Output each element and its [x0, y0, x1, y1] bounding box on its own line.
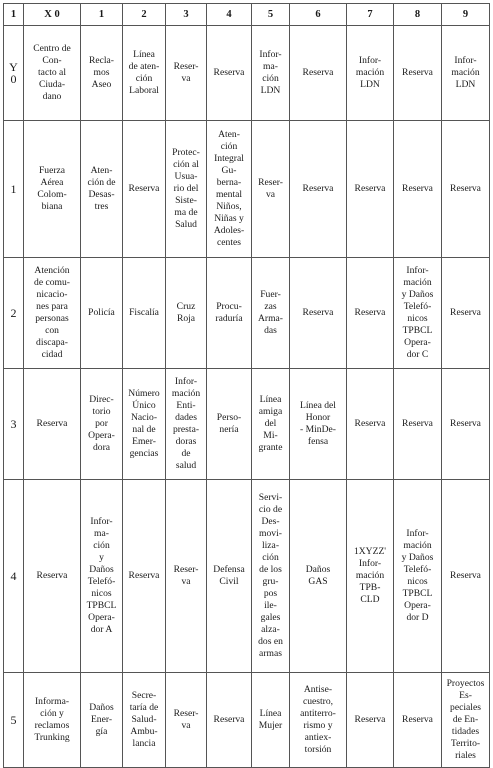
table-cell: Reserva: [442, 121, 490, 258]
header-cell: 3: [166, 4, 207, 26]
table-cell: Reserva: [394, 673, 442, 768]
table-cell: Aten- ción de Desas- tres: [81, 121, 123, 258]
table-cell: Policía: [81, 258, 123, 369]
table-cell: Reserva: [24, 369, 81, 480]
table-cell: Protec- ción al Usua- rio del Siste- ma de Salud: [166, 121, 207, 258]
table-cell: Línea amiga del Mi- grante: [252, 369, 290, 480]
row-label: 5: [4, 673, 24, 768]
table-cell: Reser- va: [166, 673, 207, 768]
table-cell: Reserva: [394, 26, 442, 121]
header-cell: 1: [81, 4, 123, 26]
table-cell: 1XYZZ' Infor- mación TPB- CLD: [347, 480, 394, 673]
header-cell: 7: [347, 4, 394, 26]
table-cell: Reserva: [347, 258, 394, 369]
table-cell: Reserva: [347, 369, 394, 480]
table-cell: Infor- ma- ción y Daños Telefó- nicos TPBCL Opera- dor A: [81, 480, 123, 673]
header-cell: 1: [4, 4, 24, 26]
table-cell: Centro de Con- tacto al Ciuda- dano: [24, 26, 81, 121]
table-cell: Antise- cuestro, antiterro- rismo y antiex- torsión: [290, 673, 347, 768]
header-cell: X 0: [24, 4, 81, 26]
table-cell: Fuer- zas Arma- das: [252, 258, 290, 369]
table-cell: Daños Ener- gía: [81, 673, 123, 768]
table-row: [4, 121, 490, 258]
table-cell: Informa- ción y reclamos Trunking: [24, 673, 81, 768]
table-cell: Línea de aten- ción Laboral: [123, 26, 166, 121]
table-cell: Atención de comu- nicacio- nes para personas con discapa- cidad: [24, 258, 81, 369]
table-cell: Procu- raduría: [207, 258, 252, 369]
table-cell: Secre- taría de Salud- Ambu- lancia: [123, 673, 166, 768]
table-cell: Fuerza Aérea Colom- biana: [24, 121, 81, 258]
table-cell: Reserva: [394, 121, 442, 258]
table-row: [4, 369, 490, 480]
table-cell: Reserva: [123, 121, 166, 258]
table-cell: Infor- mación Enti- dades presta- doras de salud: [166, 369, 207, 480]
table-cell: Número Único Nacio- nal de Emer- gencias: [123, 369, 166, 480]
header-cell: 5: [252, 4, 290, 26]
table-cell: Servi- cio de Des- movi- liza- ción de los gru- pos ile- gales alza- dos en armas: [252, 480, 290, 673]
table-cell: Reserva: [442, 480, 490, 673]
header-cell: 4: [207, 4, 252, 26]
row-label: 2: [4, 258, 24, 369]
table-cell: Reser- va: [166, 26, 207, 121]
table-cell: Reserva: [394, 369, 442, 480]
table-cell: Reserva: [442, 258, 490, 369]
table-cell: Reserva: [290, 121, 347, 258]
table-cell: Infor- mación y Daños Telefó- nicos TPBCL Opera- dor D: [394, 480, 442, 673]
header-cell: 9: [442, 4, 490, 26]
numbering-table-container: [3, 3, 490, 768]
header-cell: 8: [394, 4, 442, 26]
table-cell: Infor- mación LDN: [442, 26, 490, 121]
table-cell: Infor- ma- ción LDN: [252, 26, 290, 121]
table-cell: Línea Mujer: [252, 673, 290, 768]
table-cell: Defensa Civil: [207, 480, 252, 673]
table-cell: Daños GAS: [290, 480, 347, 673]
table-cell: Reserva: [207, 26, 252, 121]
row-label: Y 0: [4, 26, 24, 121]
table-cell: Infor- mación LDN: [347, 26, 394, 121]
header-row: [4, 4, 490, 26]
table-cell: Recla- mos Aseo: [81, 26, 123, 121]
table-row: [4, 258, 490, 369]
table-cell: Línea del Honor - MinDe- fensa: [290, 369, 347, 480]
table-row: [4, 480, 490, 673]
table-cell: Reserva: [24, 480, 81, 673]
table-cell: Proyectos Es- peciales de En- tidades Territo- riales: [442, 673, 490, 768]
numbering-table: [3, 3, 490, 768]
header-cell: 6: [290, 4, 347, 26]
table-cell: Reserva: [347, 121, 394, 258]
table-cell: Perso- nería: [207, 369, 252, 480]
row-label: 4: [4, 480, 24, 673]
row-label: 1: [4, 121, 24, 258]
table-cell: Reser- va: [166, 480, 207, 673]
table-cell: Aten- ción Integral Gu- berna- mental Niños, Niñas y Adoles- centes: [207, 121, 252, 258]
table-cell: Reserva: [347, 673, 394, 768]
row-label: 3: [4, 369, 24, 480]
table-cell: Reserva: [290, 258, 347, 369]
table-cell: Cruz Roja: [166, 258, 207, 369]
table-cell: Infor- mación y Daños Telefó- nicos TPBCL Opera- dor C: [394, 258, 442, 369]
table-row: [4, 26, 490, 121]
table-cell: Reserva: [207, 673, 252, 768]
table-cell: Reserva: [123, 480, 166, 673]
header-cell: 2: [123, 4, 166, 26]
table-cell: Fiscalía: [123, 258, 166, 369]
table-cell: Direc- torio por Opera- dora: [81, 369, 123, 480]
table-cell: Reser- va: [252, 121, 290, 258]
table-cell: Reserva: [442, 369, 490, 480]
table-cell: Reserva: [290, 26, 347, 121]
table-row: [4, 673, 490, 768]
